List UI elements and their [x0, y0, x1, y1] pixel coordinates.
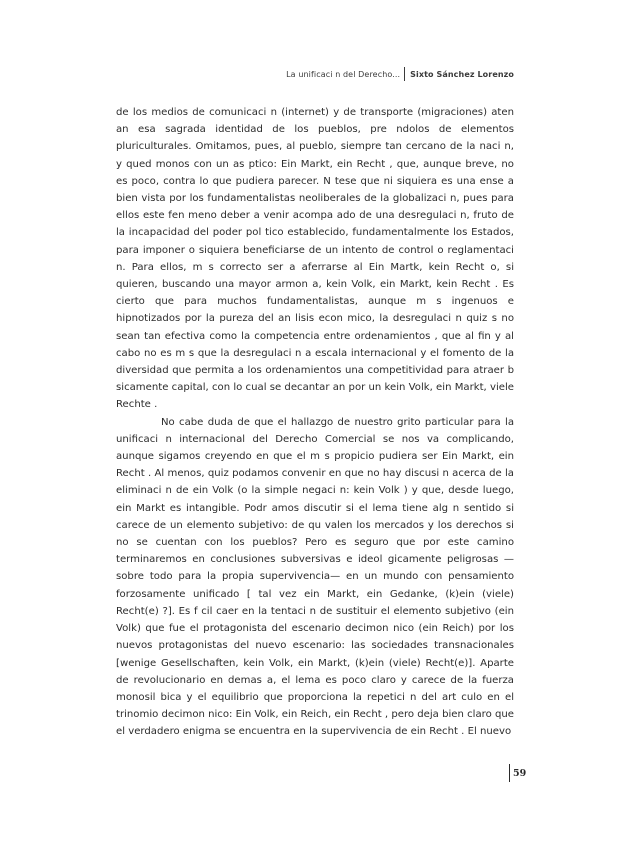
header-author: Sixto Sánchez Lorenzo — [410, 69, 514, 79]
body-text — [116, 104, 514, 741]
page-number-rule — [509, 764, 510, 782]
page-number-block — [509, 764, 526, 782]
page-number: 59 — [513, 767, 527, 779]
header-title: La unificaci n del Derecho... — [286, 69, 401, 79]
header-separator — [404, 67, 405, 81]
paragraph: No cabe duda de que el hallazgo de nuestro grito particular para la unificaci n internacional del Derecho Comercial se nos va complicando, aunque sigamos creyendo en que el m s propicio pudiera ser Ein Markt, ein Recht . Al menos, quiz podamos convenir en que no hay discusi n acerca de la eliminaci n de ein Volk (o la simple negaci n: kein Volk ) y que, desde luego, ein Markt es intangible. Podr amos discutir si el lema tiene alg n sentido si carece de un elemento subjetivo: de qu valen los mercados y los derechos si no se cuentan con los pueblos? Pero es seguro que por este camino terminaremos en conclusiones subversivas e ideol gicamente peligrosas —sobre todo para la propia supervivencia— en un mundo con pensamiento forzosamente unificado [ tal vez ein Markt, ein Gedanke, (k)ein (viele) Recht(e) ?]. Es f cil caer en la tentaci n de sustituir el elemento subjetivo (ein Volk) que fue el protagonista del escenario decimon nico (ein Reich) por los nuevos protagonistas del nuevo escenario: las sociedades transnacionales [wenige Gesellschaften, kein Volk, ein Markt, (k)ein (viele) Recht(e)]. Aparte de revolucionario en demas a, el lema es poco claro y carece de la fuerza monosil bica y el equilibrio que proporciona la repetici n del art culo en el trinomio decimon nico: Ein Volk, ein Reich, ein Recht , pero deja bien claro que el verdadero enigma se encuentra en la supervivencia de ein Recht . El nuevo — [116, 416, 514, 738]
running-header — [286, 67, 514, 81]
paragraph: de los medios de comunicaci n (internet) y de transporte (migraciones) aten an esa sagrada identidad de los pueblos, pre ndolos de elementos pluriculturales. Omitamos, pues, al pueblo, siempre tan cercano de la naci n, y qued monos con un as ptico: Ein Markt, ein Recht , que, aunque breve, no es poco, contra lo que pudiera parecer. N tese que ni siquiera es una ense a bien vista por los fundamentalistas neoliberales de la globalizaci n, pues para ellos este fen meno deber a venir acompa ado de una desregulaci n, fruto de la incapacidad del poder pol tico establecido, fundamentalmente los Estados, para imponer o siquiera beneficiarse de un intento de control o reglamentaci n. Para ellos, m s correcto ser a aferrarse al Ein Martk, kein Recht o, si quieren, buscando una mayor armon a, kein Volk, ein Markt, kein Recht . Es cierto que para muchos fundamentalistas, aunque m s ingenuos e hipnotizados por la pureza del an lisis econ mico, la desregulaci n quiz s no sean tan efectiva como la competencia entre ordenamientos , que al fin y al cabo no es m s que la desregulaci n a escala internacional y el fomento de la diversidad que permita a los ordenamientos una competitividad para atraer b sicamente capital, con lo cual se decantar an por un kein Volk, ein Markt, viele Rechte . — [116, 107, 514, 411]
